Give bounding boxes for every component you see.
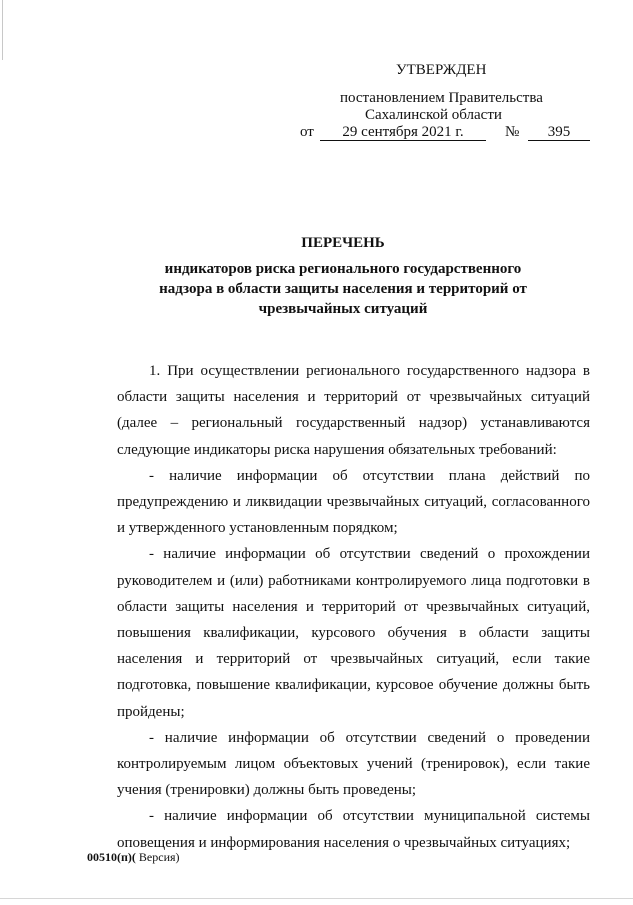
document-subtitle xyxy=(60,259,626,319)
paragraph-indicator: - наличие информации об отсутствии сведений о прохождении руководителем и (или) работниками контролируемого лица подготовки в области защиты населения и территорий от чрезвычайных ситуаций, повышения квалификации, курсового обучения в области защиты населения и территорий от чрезвычайных ситуаций, если такие подготовка, повышение квалификации, курсовое обучение должны быть пройдены; xyxy=(117,546,590,720)
subtitle-line: надзора в области защиты населения и территорий от xyxy=(159,281,527,297)
document-body xyxy=(117,358,590,856)
paragraph-indicator: - наличие информации об отсутствии плана действий по предупреждению и ликвидации чрезвычайных ситуаций, согласованного и утвержденного установленным порядком; xyxy=(117,467,590,537)
document-title: ПЕРЕЧЕНЬ xyxy=(301,235,385,251)
document-footer xyxy=(87,850,180,865)
approval-date: 29 сентября 2021 г. xyxy=(320,123,486,141)
scan-edge-left xyxy=(2,0,3,60)
paragraph-intro: 1. При осуществлении регионального государственного надзора в области защиты населения и территорий от чрезвычайных ситуаций (далее – региональный государственный надзор) устанавливаются следующие индикаторы риска нарушения обязательных требований: xyxy=(117,363,590,458)
subtitle-line: индикаторов риска регионального государственного xyxy=(164,261,522,277)
approval-number: 395 xyxy=(528,123,590,141)
subtitle-line: чрезвычайных ситуаций xyxy=(258,301,428,317)
footer-version: Версия) xyxy=(135,850,180,864)
paragraph-indicator: - наличие информации об отсутствии муниципальной системы оповещения и информирования населения о чрезвычайных ситуациях; xyxy=(117,808,590,851)
footer-code: 00510(п)( xyxy=(87,850,136,864)
number-sign: № xyxy=(505,124,520,140)
paragraph-indicator: - наличие информации об отсутствии сведений о проведении контролируемым лицом объектовых учений (тренировок), если такие учения (тренировки) должны быть проведены; xyxy=(117,729,590,799)
date-prefix: от xyxy=(300,124,314,140)
approval-stamp: УТВЕРЖДЕН xyxy=(396,62,487,78)
scan-edge-bottom xyxy=(0,898,633,899)
approval-line-2: Сахалинской области xyxy=(365,107,502,123)
approval-line-1: постановлением Правительства xyxy=(340,90,543,106)
